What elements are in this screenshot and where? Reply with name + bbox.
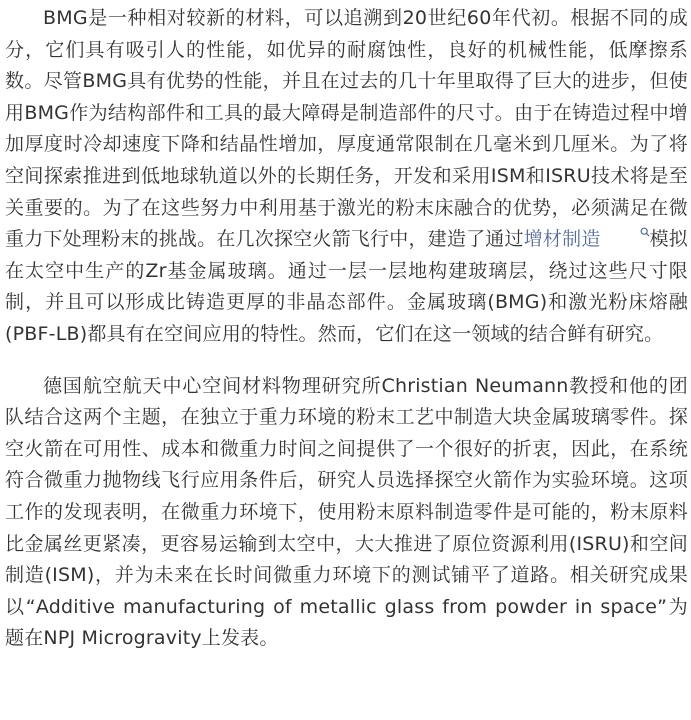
paragraph-1-text-before-link: BMG是一种相对较新的材料，可以追溯到20世纪60年代初。根据不同的成分，它们具有吸引人的性能，如优异的耐腐蚀性，良好的机械性能，低摩擦系数。尽管BMG具有优势的性能，并且在过去的几十年里取得了巨大的进步，但使用BMG作为结构部件和工具的最大障碍是制造部件的尺寸。由于在铸造过程中增加厚度时冷却速度下降和结晶性增加，厚度通常限制在几毫米到几厘米。为了将空间探索推进到低地球轨道以外的长期任务，开发和采用ISM和ISRU技术将是至关重要的。为了在这些努力中利用基于激光的粉末床融合的优势，必须满足在微重力下处理粉末的挑战。在几次探空火箭飞行中，建造了通过 bbox=[5, 7, 688, 251]
paragraph-1-text-after-link: 模拟在太空中生产的Zr基金属玻璃。通过一层一层地构建玻璃层，绕过这些尺寸限制，并且可以形成比铸造更厚的非晶态部件。金属玻璃(BMG)和激光粉床熔融(PBF-LB)都具有在空间应用的特性。然而，它们在这一领域的结合鲜有研究。 bbox=[5, 228, 689, 345]
additive-manufacturing-link[interactable] bbox=[524, 228, 650, 250]
link-text[interactable]: 增材制造 bbox=[523, 228, 601, 251]
paragraph-1 bbox=[5, 3, 688, 351]
paragraph-2: 德国航空航天中心空间材料物理研究所Christian Neumann教授和他的团队结合这两个主题，在独立于重力环境的粉末工艺中制造大块金属玻璃零件。探空火箭在可用性、成本和微重力时间之间提供了一个很好的折衷，因此，在系统符合微重力抛物线飞行应用条件后，研究人员选择探空火箭作为实验环境。这项工作的发现表明，在微重力环境下，使用粉末原料制造零件是可能的，粉末原料比金属丝更紧凑，更容易运输到太空中，大大推进了原位资源利用(ISRU)和空间制造(ISM)，并为未来在长时间微重力环境下的测试铺平了道路。相关研究成果以“Additive manufacturing of metallic glass from powder in space”为题在NPJ Microgravity上发表。 bbox=[5, 374, 688, 650]
article-body bbox=[5, 0, 688, 655]
search-link-icon[interactable] bbox=[602, 227, 650, 239]
